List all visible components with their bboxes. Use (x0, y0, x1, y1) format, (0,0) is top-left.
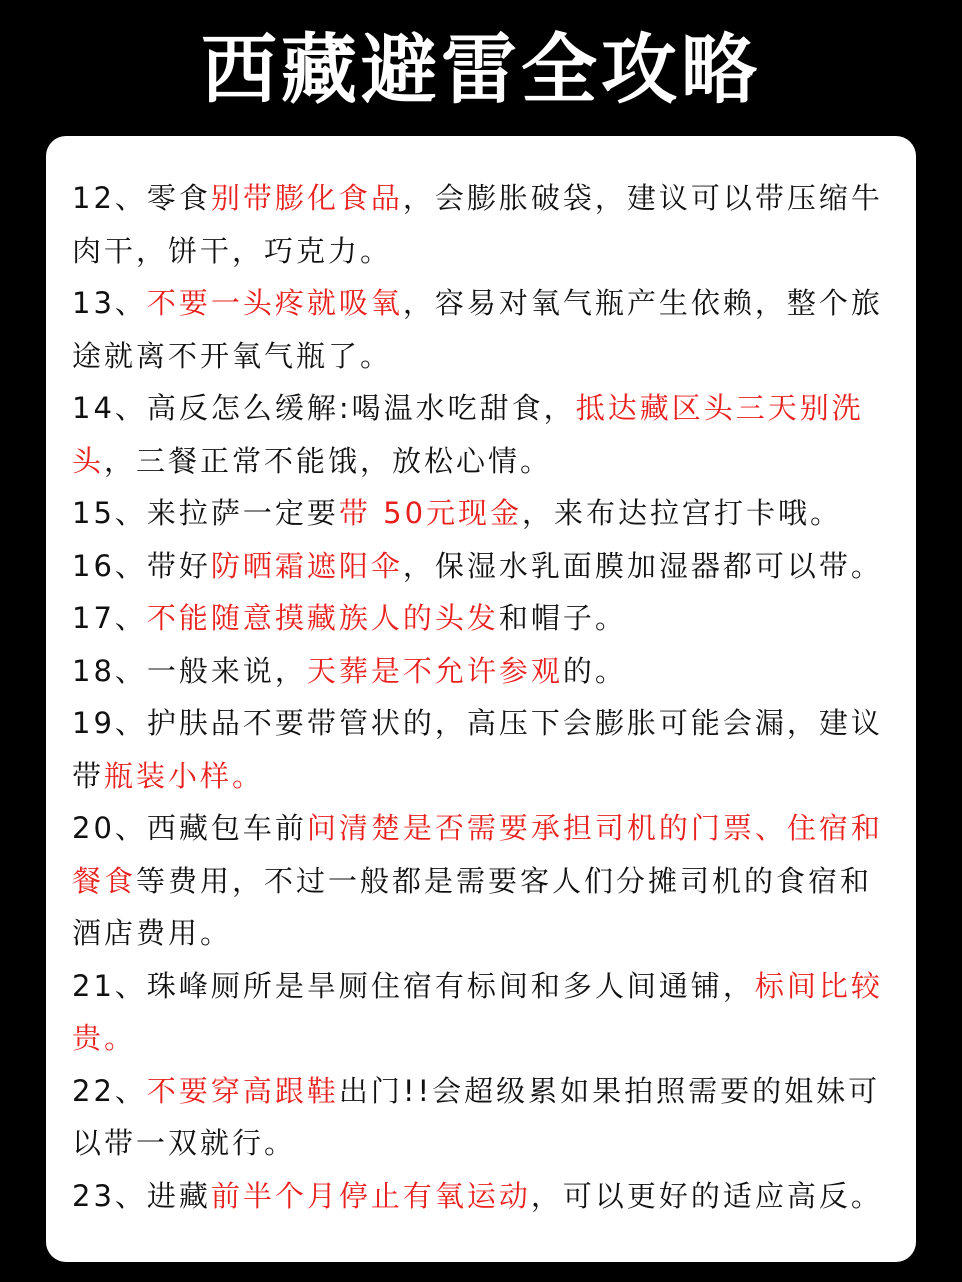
tip-text: 20、西藏包车前 (72, 811, 307, 845)
tip-highlight-text: 瓶装小样。 (104, 758, 265, 793)
tip-highlight-text: 不能随意摸藏族人的头发 (146, 601, 499, 635)
tip-highlight-text: 标间比较贵。 (72, 968, 883, 1055)
tips-card (46, 136, 916, 1262)
tip-highlight-text: 天葬是不允许参观 (306, 653, 563, 688)
tip-text: 18、一般来说， (72, 653, 307, 688)
tip-highlight-text: 前半个月停止有氧运动 (210, 1178, 531, 1213)
tip-item (72, 172, 896, 277)
tip-text: ，保湿水乳面膜加湿器都可以带。 (402, 548, 883, 583)
tips-list (72, 172, 896, 1222)
tip-text: 12、零食 (72, 181, 211, 215)
tip-text: 14、高反怎么缓解:喝温水吃甜食， (72, 391, 576, 425)
tip-item (72, 382, 896, 487)
tip-text: 19、护肤品不要带管状的，高压下会膨胀可能会漏，建议带 (72, 706, 883, 793)
tip-item (72, 960, 896, 1065)
tip-highlight-text: 别带膨化食品 (210, 181, 403, 215)
tip-item (72, 697, 896, 802)
tip-text: 21、珠峰厕所是旱厕住宿有标间和多人间通铺， (72, 968, 755, 1003)
tip-text: ，会膨胀破袋，建议可以带压缩牛肉干，饼干，巧克力。 (72, 181, 883, 268)
tip-item (72, 645, 896, 698)
tip-highlight-text: 防晒霜遮阳伞 (210, 548, 403, 583)
tip-text: ，容易对氧气瓶产生依赖，整个旅途就离不开氧气瓶了。 (72, 286, 883, 373)
tip-text: 23、进藏 (72, 1178, 211, 1213)
tip-text: 出门!!会超级累如果拍照需要的姐妹可以带一双就行。 (72, 1073, 881, 1160)
tip-text: 和帽子。 (498, 601, 627, 635)
tip-item (72, 487, 896, 540)
tip-item (72, 802, 896, 960)
tip-item (72, 277, 896, 382)
tip-item (72, 592, 896, 645)
tip-item (72, 1065, 896, 1170)
tip-text: 16、带好 (72, 548, 211, 583)
tip-highlight-text: 不要一头疼就吸氧 (146, 286, 403, 320)
tip-text: 22、 (72, 1073, 147, 1108)
tip-text: 等费用，不过一般都是需要客人们分摊司机的食宿和酒店费用。 (72, 863, 873, 950)
tip-text: 13、 (72, 286, 147, 320)
tip-text: ，可以更好的适应高反。 (530, 1178, 883, 1213)
tip-highlight-text: 不要穿高跟鞋 (146, 1073, 339, 1108)
page-title: 西藏避雷全攻略 (201, 25, 761, 114)
tip-item (72, 540, 896, 593)
tip-text: ，三餐正常不能饿，放松心情。 (104, 443, 553, 478)
tip-text: 15、来拉萨一定要 (72, 496, 339, 530)
tip-text: ，来布达拉宫打卡哦。 (522, 496, 843, 530)
tip-highlight-text: 问清楚是否需要承担司机的门票、住宿和餐食 (72, 811, 883, 898)
tip-highlight-text: 抵达藏区头三天别洗头 (72, 391, 864, 478)
tip-text: 17、 (72, 601, 147, 635)
tip-item (72, 1170, 896, 1223)
tip-text: 的。 (562, 653, 627, 688)
tip-highlight-text: 带 50元现金 (338, 496, 523, 530)
